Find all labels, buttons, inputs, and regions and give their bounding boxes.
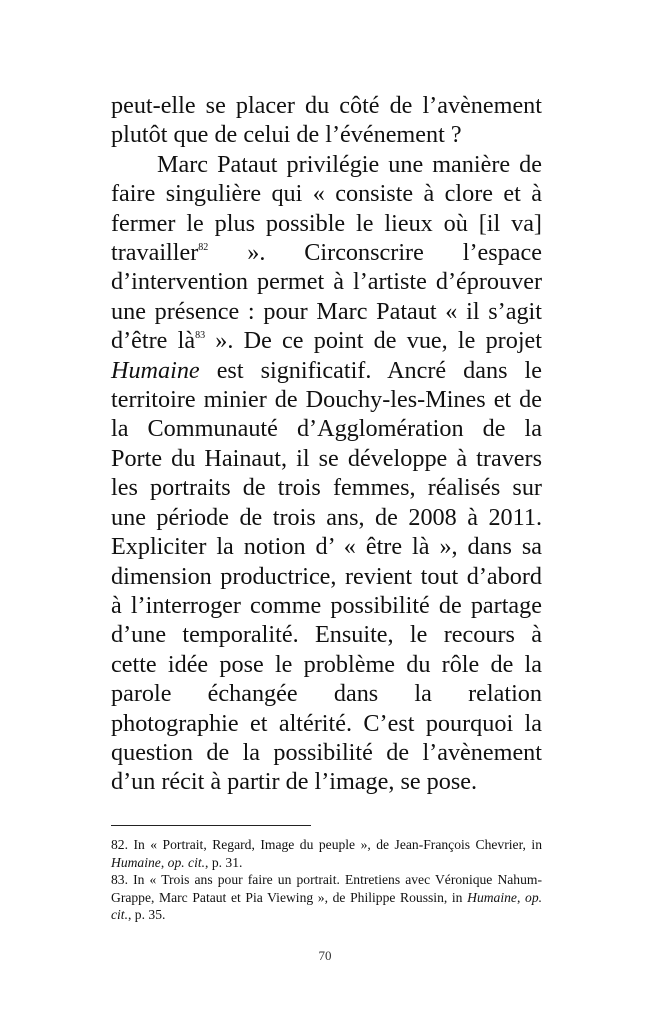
paragraph-text-c: ». De ce point de vue, le projet [205,327,542,355]
paragraph-continued: peut-elle se placer du côté de l’avènement plutôt que de celui de l’événement ? [111,92,542,149]
paragraph-text-d: est significatif. Ancré dans le territoire minier de Douchy-les-Mines et de la Communauté d’Agglomération de la Porte du Hainaut, il se développe à travers les portraits de trois femmes, réalisés sur une période de trois ans, de 2008 à 2011. Expliciter la notion d’ « être là », dans sa dimension productrice, revient tout d’abord à l’interroger comme possibilité de partage d’une temporalité. Ensuite, le recours à cette idée pose le problème du rôle de la parole échangée dans la relation photographie et altérité. C’est pourquoi la question de la possibilité de l’avènement d’un récit à partir de l’image, se pose. [111,356,542,796]
footnote-83 [111,871,542,924]
footnote-page: , p. 31. [205,854,243,870]
page-number: 70 [318,948,332,963]
footnote-work-title: Humaine [111,854,161,870]
footnote-op-cit: op. cit. [111,889,543,923]
footnote-ref-82[interactable]: 82 [198,242,209,254]
paragraph-text-a: Marc Pataut privilégie une manière de faire singulière qui « consiste à clore et à fermer le plus possible le lieux où [il va] travailler [111,150,542,267]
footnotes [111,836,542,924]
paragraph-pataut [111,150,542,797]
footnote-82 [111,836,542,871]
footnote-op-cit: op. cit. [167,854,206,870]
body-text [111,91,542,797]
work-title-humaine: Humaine [111,356,200,384]
footnote-work-title: Humaine [467,889,517,905]
footnote-separator-comma: , [160,854,168,870]
paragraph-text-b: ». Circonscrire l’espace d’intervention permet à l’artiste d’éprouver une présence : pour Marc Pataut « il s’agit d’être là [111,239,542,355]
footnote-ref-83[interactable]: 83 [195,330,206,342]
footnote-text: In « Trois ans pour faire un portrait. Entretiens avec Véronique Nahum-Grappe, Marc Pataut et Pia Viewing », de Philippe Roussin, in [111,872,542,905]
footnote-number: 83. [111,872,128,888]
footnote-separator-comma: , [516,889,526,905]
footnote-text: In « Portrait, Regard, Image du peuple », de Jean-François Chevrier, in [128,837,542,852]
footnote-page: , p. 35. [128,907,166,923]
footnote-separator [111,825,311,826]
footnote-number: 82. [111,837,128,852]
